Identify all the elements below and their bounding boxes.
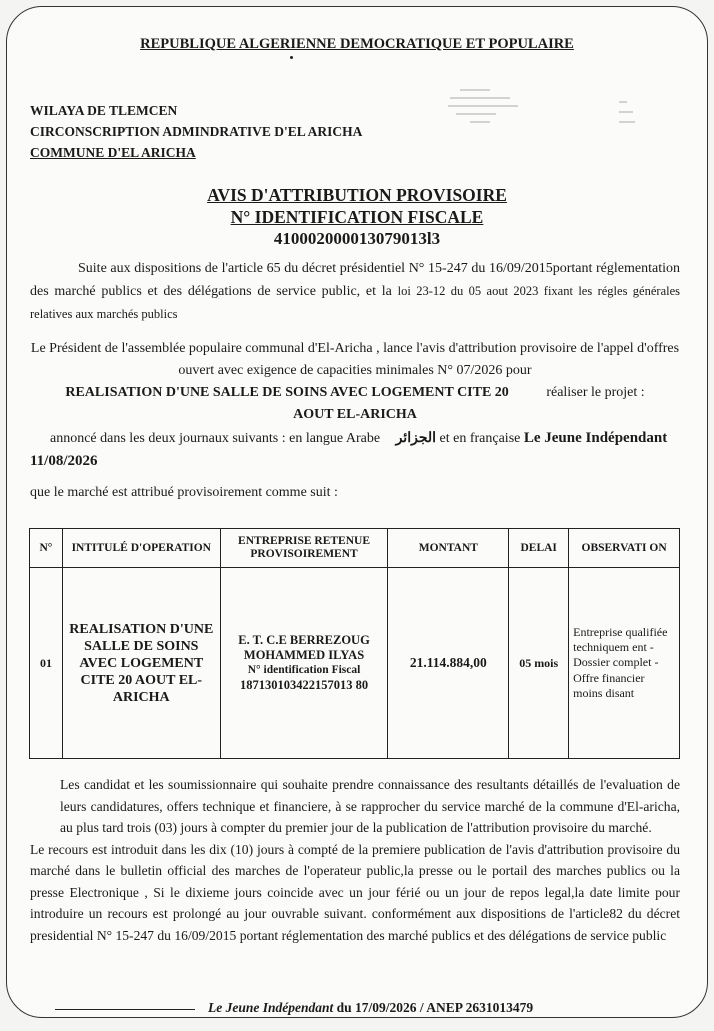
row-num: 01	[30, 568, 63, 759]
col-montant: MONTANT	[388, 529, 509, 568]
paragraph-decree	[30, 258, 680, 326]
closing-recours: Le recours est introduit dans les dix (10) jours à compté de la premiere publication de l'avis d'attribution provisoire du marché dans le bulletin official des marches de l'operateur public,la presse ou le portail des marches publics ou la presse Electronique , Si le dixieme jours coincide avec un jour férié ou un jour de repos legal,la date limite pour introduire un recours est prolongé au jour ouvrable suivant. conformément aux dispositions de l'article82 du décret presidential N° 15-247 du 16/09/2015 portant réglementation des marché publics et des délégations de service public	[30, 841, 680, 943]
nif-value: 410002000013079013l3	[273, 229, 441, 248]
journals-text-2: et en française	[439, 431, 521, 446]
project-title-2: AOUT EL-ARICHA	[293, 407, 417, 422]
french-paper: Le Jeune Indépendant 11/08/2026	[30, 430, 668, 469]
footer-rule	[55, 1009, 195, 1010]
row-entreprise	[220, 568, 388, 759]
row-observation: Entreprise qualifiée techniquem ent -Dossier complet -Offre financier moins disant	[569, 568, 680, 759]
closing-candidates: Les candidat et les soumissionnaire qui souhaite prendre connaissance des resultants détaillés de l'evaluation de leurs candidatures, offers technique et financiere, à se rapprocher du service marché de la commune d'El-aricha, au plus tard trois (03) jours à compter du premier jour de la publication de l'attribution provisoire du marché.	[60, 777, 680, 835]
journals-text: annoncé dans les deux journaux suivants : en langue Arabe	[50, 431, 381, 446]
col-delai: DELAI	[509, 529, 569, 568]
faint-stamp	[420, 84, 530, 137]
project-title: REALISATION D'UNE SALLE DE SOINS AVEC LOGEMENT CITE 20	[65, 385, 509, 400]
paragraph-president	[30, 338, 680, 426]
row-delai: 05 mois	[509, 568, 569, 759]
commune: COMMUNE D'EL ARICHA	[30, 145, 196, 160]
closing-paragraphs	[30, 774, 680, 946]
nif-label: N° IDENTIFICATION FISCALE	[230, 207, 484, 227]
footer-paper: Le Jeune Indépendant	[208, 1000, 334, 1015]
footer-ref: du 17/09/2026 / ANEP 2631013479	[336, 1000, 534, 1015]
col-entreprise: ENTREPRISE RETENUE PROVISOIREMENT	[220, 529, 388, 568]
entreprise-name: E. T. C.E BERREZOUG MOHAMMED ILYAS	[238, 633, 370, 662]
col-num: N°	[30, 529, 63, 568]
arabic-paper: الجزائر	[395, 431, 437, 446]
entreprise-nif: 187130103422157013 80	[239, 678, 369, 692]
president-text: Le Président de l'assemblée populaire communal d'El-Aricha , lance l'avis d'attribution provisoire de l'appel d'offres ouvert avec exigence de capacities minimales N° 07/2026 pour	[30, 341, 680, 378]
footer	[208, 1000, 533, 1016]
wilaya: WILAYA DE TLEMCEN	[30, 103, 178, 118]
project-mid: réaliser le projet :	[546, 385, 645, 400]
country-header: REPUBLIQUE ALGERIENNE DEMOCRATIQUE ET POPULAIRE	[140, 36, 574, 52]
paragraph-journals	[30, 427, 680, 473]
stamp-scribble-icon	[420, 84, 530, 134]
col-observation: OBSERVATI ON	[569, 529, 680, 568]
avis-title: AVIS D'ATTRIBUTION PROVISOIRE	[207, 185, 507, 205]
table-row	[30, 568, 680, 759]
loi-text: loi 23-12 du 05 aout 2023 fixant les régles générales relatives aux marchés publics	[30, 284, 680, 321]
attribution-table	[29, 528, 680, 759]
faint-stamp-right	[615, 98, 645, 137]
stamp-scribble-icon	[615, 98, 645, 134]
row-montant: 21.114.884,00	[388, 568, 509, 759]
entreprise-nif-label: N° identification Fiscal	[247, 664, 361, 676]
table-header-row	[30, 529, 680, 568]
decree-text: Suite aux dispositions de l'article 65 du décret présidentiel N° 15-247 du 16/09/2015portant réglementation des marché publics et des délégations de service public, et la	[30, 261, 680, 299]
decorative-dot	[290, 56, 293, 59]
row-operation: REALISATION D'UNE SALLE DE SOINS AVEC LOGEMENT CITE 20 AOUT EL-ARICHA	[62, 568, 220, 759]
col-operation: INTITULÉ D'OPERATION	[62, 529, 220, 568]
circonscription: CIRCONSCRIPTION ADMINDRATIVE D'EL ARICHA	[30, 124, 363, 139]
admin-block	[30, 100, 362, 163]
paragraph-attribution: que le marché est attribué provisoirement comme suit :	[30, 485, 338, 500]
title-block	[0, 184, 714, 250]
